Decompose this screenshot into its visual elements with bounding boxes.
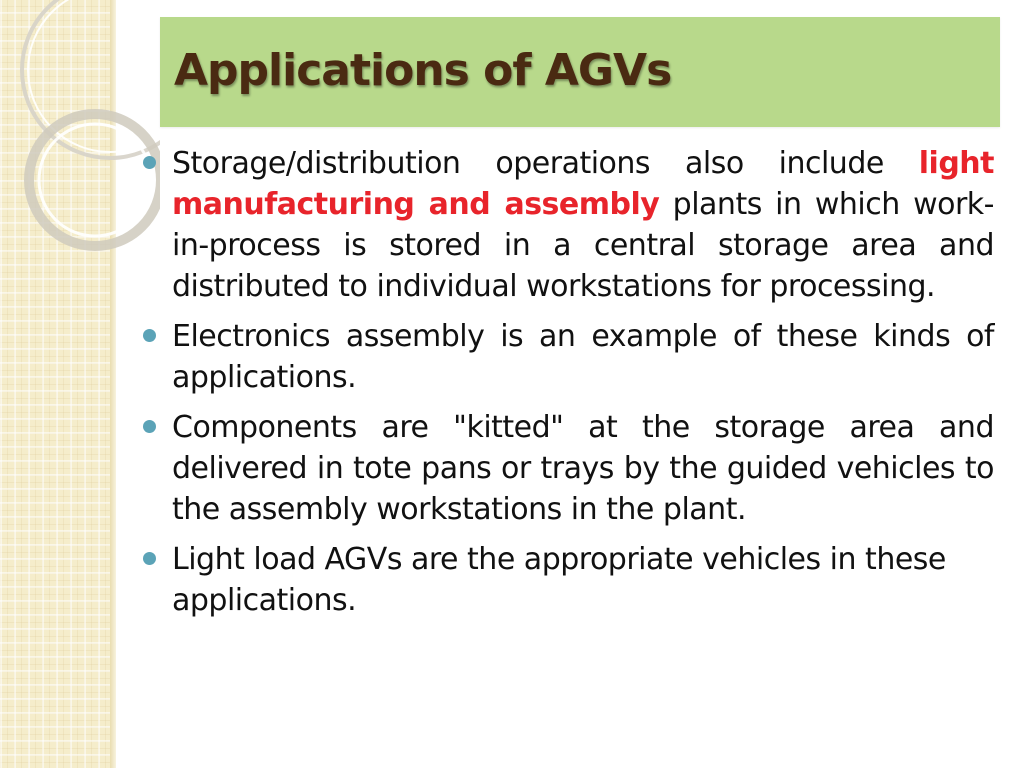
bullet-item	[138, 407, 994, 530]
bullet-text: plants in which work-in-process is stored in a central storage area and distributed to individual workstations for processing.	[172, 187, 994, 304]
bullet-dot-icon	[143, 329, 156, 342]
bullet-text: Light load AGVs are the appropriate vehicles in these applications.	[172, 542, 946, 618]
bullet-dot-icon	[143, 420, 156, 433]
highlighted-text: light manufacturing and assembly	[172, 146, 994, 222]
slide-title: Applications of AGVs	[174, 45, 672, 96]
bullet-item	[138, 539, 994, 621]
bullet-item	[138, 316, 994, 398]
bullet-text: Storage/distribution operations also include	[172, 146, 919, 181]
bullet-text: Components are "kitted" at the storage area and delivered in tote pans or trays by the guided vehicles to the assembly workstations in the plant.	[172, 410, 994, 527]
bullet-dot-icon	[143, 156, 156, 169]
decorative-rings	[0, 0, 160, 260]
bullet-list	[138, 143, 994, 630]
bullet-item	[138, 143, 994, 307]
title-bar	[160, 17, 1000, 127]
bullet-dot-icon	[143, 552, 156, 565]
bullet-text: Electronics assembly is an example of these kinds of applications.	[172, 319, 994, 395]
